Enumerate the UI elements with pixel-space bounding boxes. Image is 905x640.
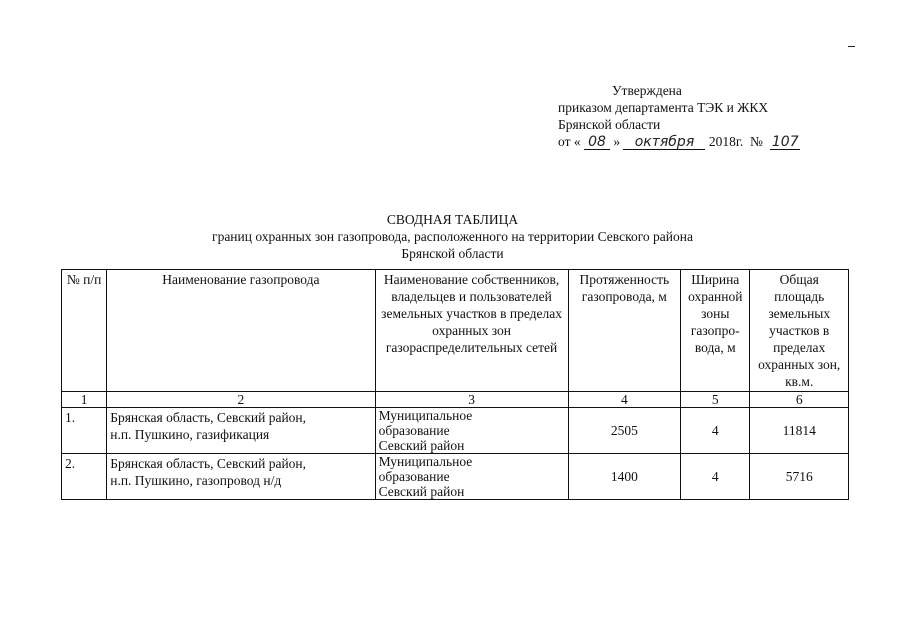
handwritten-day: 08 <box>584 135 610 150</box>
table-header-row <box>62 270 849 392</box>
owner-line: Муниципальное <box>378 454 473 469</box>
header-owners: Наименование собственников, владельцев и пользователей земельных участков в пределах охранных зон газораспределительных сетей <box>375 270 568 392</box>
pipeline-name-line: Брянская область, Севский район, <box>110 410 307 425</box>
corner-mark <box>848 46 855 47</box>
handwritten-month: октября <box>623 135 705 150</box>
date-prefix: от « <box>558 134 581 149</box>
owner-line: образование <box>378 423 450 438</box>
owner-line: Севский район <box>378 438 465 453</box>
number-sign: № <box>750 134 763 149</box>
pipeline-length: 1400 <box>568 454 681 500</box>
column-number: 4 <box>568 392 681 408</box>
table-row <box>62 454 849 500</box>
date-year: 2018г. <box>708 134 744 149</box>
column-number: 2 <box>107 392 375 408</box>
column-number: 6 <box>750 392 849 408</box>
pipeline-name-line: н.п. Пушкино, газопровод н/д <box>110 473 282 488</box>
title-heading: СВОДНАЯ ТАБЛИЦА <box>386 212 519 227</box>
approval-region: Брянской области <box>558 117 661 132</box>
summary-table <box>61 269 849 500</box>
column-number: 5 <box>681 392 750 408</box>
total-area: 5716 <box>750 454 849 500</box>
owner-cell <box>375 454 568 500</box>
handwritten-number: 107 <box>771 134 799 150</box>
owner-cell <box>375 408 568 454</box>
header-length: Протяженность газопровода, м <box>568 270 681 392</box>
header-pipeline-name: Наименование газопровода <box>107 270 375 392</box>
pipeline-name-line: н.п. Пушкино, газификация <box>110 427 270 442</box>
approval-title: Утверждена <box>612 83 682 98</box>
row-num: 2. <box>62 454 107 500</box>
approval-order: приказом департамента ТЭК и ЖКХ <box>558 100 769 115</box>
header-num: № п/п <box>62 270 107 392</box>
title-subheading: границ охранных зон газопровода, расположенного на территории Севского района <box>212 229 693 244</box>
zone-width: 4 <box>681 454 750 500</box>
pipeline-name <box>107 454 375 500</box>
column-number: 3 <box>375 392 568 408</box>
owner-line: Муниципальное <box>378 408 473 423</box>
approval-block <box>558 82 800 150</box>
zone-width: 4 <box>681 408 750 454</box>
owner-line: Севский район <box>378 484 465 499</box>
total-area: 11814 <box>750 408 849 454</box>
row-num: 1. <box>62 408 107 454</box>
header-total-area: Общая площадь земельных участков в пределах охранных зон, кв.м. <box>750 270 849 392</box>
pipeline-name-line: Брянская область, Севский район, <box>110 456 307 471</box>
owner-line: образование <box>378 469 450 484</box>
column-number-row <box>62 392 849 408</box>
document-title <box>0 211 905 262</box>
title-region: Брянской области <box>401 246 504 261</box>
pipeline-name <box>107 408 375 454</box>
pipeline-length: 2505 <box>568 408 681 454</box>
date-mid: » <box>613 134 621 149</box>
approval-date <box>558 133 800 150</box>
header-zone-width: Ширина охранной зоны газопро-вода, м <box>681 270 750 392</box>
table-row <box>62 408 849 454</box>
column-number: 1 <box>62 392 107 408</box>
